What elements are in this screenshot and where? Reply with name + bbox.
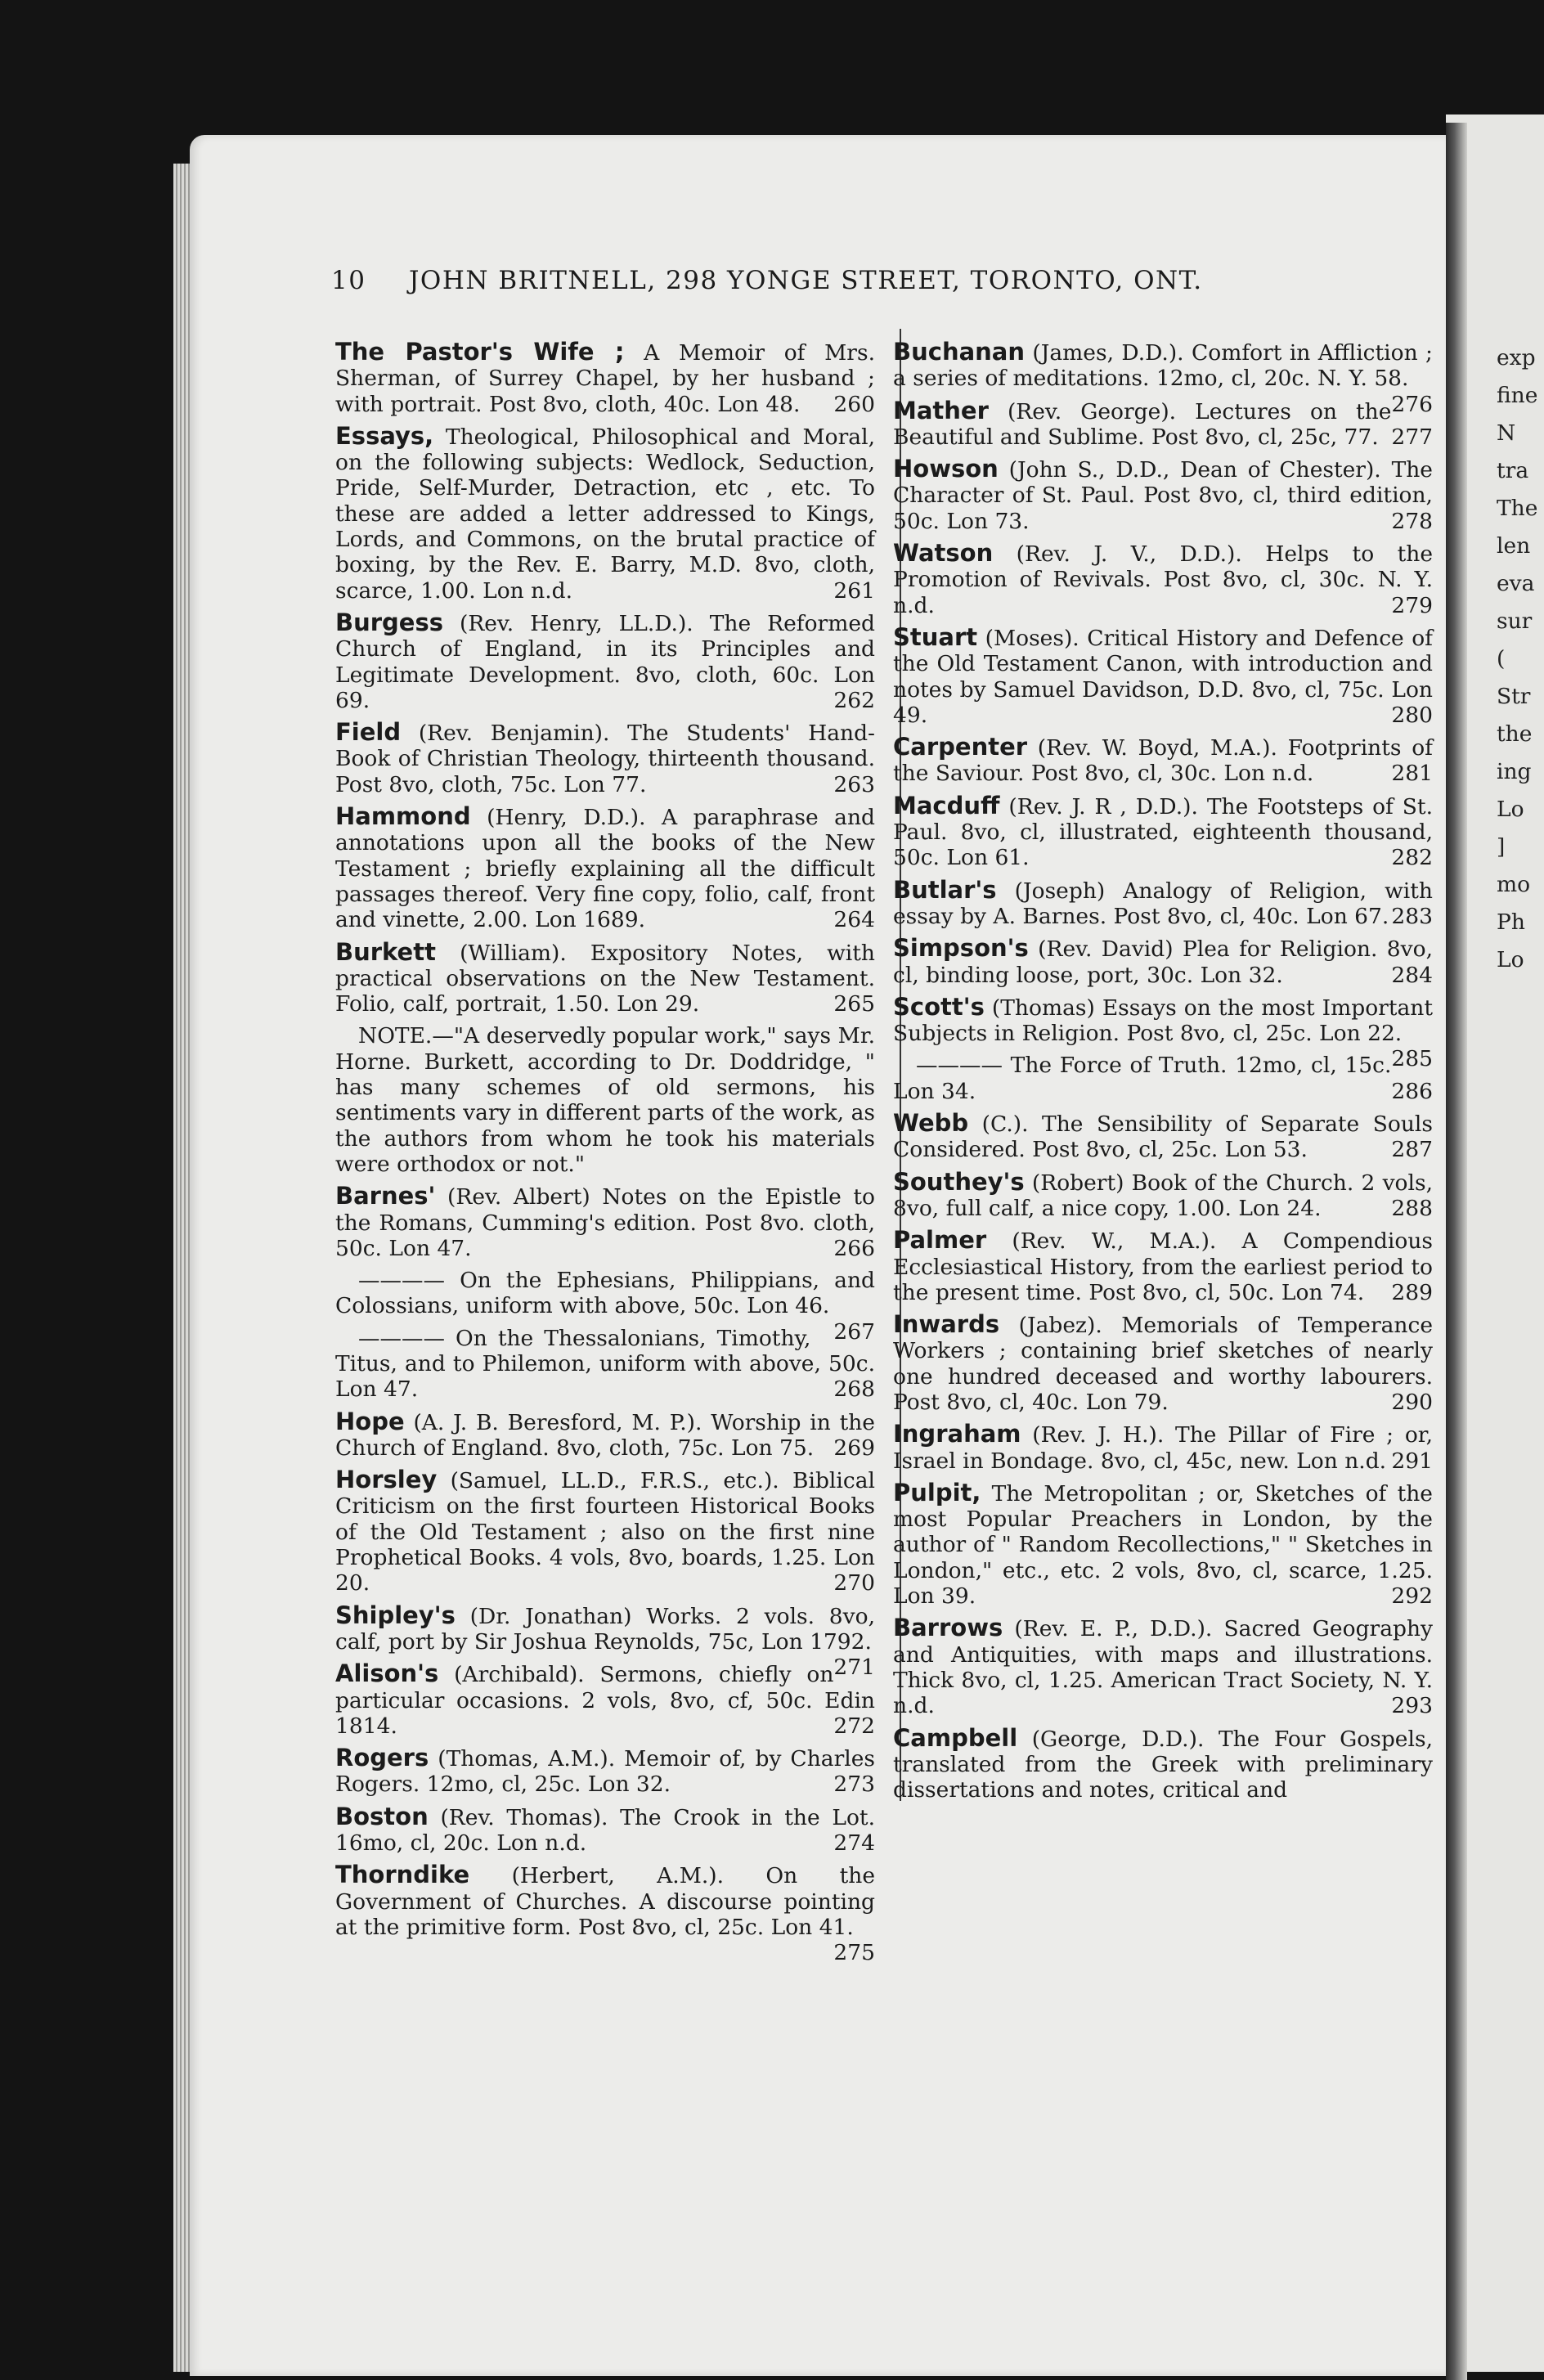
entry-number: 260	[833, 391, 875, 417]
margin-fragment: fine	[1497, 383, 1537, 408]
entry-text: (Joseph) Analogy of Religion, with essay by A. Barnes. Post 8vo, cl, 40c. Lon 67.	[893, 878, 1433, 929]
entry-text: (C.). The Sensibility of Separate Souls Considered. Post 8vo, cl, 25c. Lon 53.	[893, 1111, 1433, 1163]
catalog-entry	[893, 793, 1433, 871]
entry-number: 261	[833, 577, 875, 604]
entry-number: 280	[1391, 702, 1433, 728]
catalog-entry	[335, 1861, 875, 1966]
entry-number: 281	[1391, 761, 1433, 787]
entry-headword: Ingraham	[893, 1420, 1021, 1448]
catalog-entry	[335, 1804, 875, 1857]
entry-text: (Robert) Book of the Church. 2 vols, 8vo, full calf, a nice copy, 1.00. Lon 24.	[893, 1170, 1433, 1221]
catalog-entry	[335, 1745, 875, 1798]
entry-text: (Thomas, A.M.). Memoir of, by Charles Rogers. 12mo, cl, 25c. Lon 32.	[335, 1746, 875, 1798]
catalog-entry	[335, 1268, 875, 1345]
entry-number: 271	[833, 1655, 875, 1681]
entry-text: ———— On the Thessalonians, Timothy, Titus, and to Philemon, uniform with above, 50c. Lon 47.	[335, 1325, 875, 1403]
entry-headword: Shipley's	[335, 1601, 456, 1629]
margin-fragment: (	[1497, 646, 1506, 671]
entry-text: (Rev. Benjamin). The Students' Hand-Book of Christian Theology, thirteenth thousand. Post 8vo, cloth, 75c. Lon 77.	[335, 721, 875, 797]
entry-headword: The Pastor's Wife ;	[335, 338, 625, 366]
entry-number: 293	[1391, 1693, 1433, 1719]
entry-number: 269	[833, 1435, 875, 1461]
entry-headword: Watson	[893, 539, 994, 568]
entry-text: (Rev. W. Boyd, M.A.). Footprints of the Saviour. Post 8vo, cl, 30c. Lon n.d.	[893, 735, 1433, 787]
left-column	[335, 339, 875, 1966]
entry-text: (George, D.D.). The Four Gospels, translated from the Greek with preliminary dissertations and notes, critical and	[893, 1726, 1433, 1803]
entry-number: 264	[833, 907, 875, 933]
entry-number: 285	[1391, 1046, 1433, 1072]
entry-text: (Thomas) Essays on the most Important Subjects in Religion. Post 8vo, cl, 25c. Lon 22.	[893, 995, 1433, 1047]
book-gutter	[1446, 123, 1467, 2380]
entry-text: (Rev. J. V., D.D.). Helps to the Promotion of Revivals. Post 8vo, cl, 30c. N. Y. n.d.	[893, 541, 1433, 618]
catalog-entry	[335, 1326, 875, 1403]
entry-text: (Rev. Henry, LL.D.). The Reformed Church of England, in its Principles and Legitimate Development. 8vo, cloth, 60c. Lon 69.	[335, 610, 875, 713]
entry-text: (John S., D.D., Dean of Chester). The Character of St. Paul. Post 8vo, cl, third edition, 50c. Lon 73.	[893, 457, 1433, 534]
entry-headword: Howson	[893, 455, 999, 483]
entry-text: Theological, Philosophical and Moral, on the following subjects: Wedlock, Seduction, Pride, Self-Murder, Detraction, etc , etc. To these are added a letter addressed to Kings, Lords, and Commons, on the brutal practice of boxing, by the Rev. E. Barry, M.D. 8vo, cloth, scarce, 1.00. Lon n.d.	[335, 424, 875, 604]
entry-number: 275	[833, 1940, 875, 1966]
entry-number: 267	[833, 1318, 875, 1345]
catalog-entry	[893, 541, 1433, 618]
catalog-entry	[335, 1467, 875, 1596]
entry-text: (Rev. J. R , D.D.). The Footsteps of St. Paul. 8vo, cl, illustrated, eighteenth thousand, 50c. Lon 61.	[893, 793, 1433, 871]
margin-fragment: sur	[1497, 608, 1533, 634]
entry-headword: Burkett	[335, 937, 436, 966]
entry-headword: Barrows	[893, 1614, 1003, 1642]
entry-number: 278	[1391, 508, 1433, 534]
entry-number: 262	[833, 687, 875, 713]
entry-number: 276	[1391, 391, 1433, 417]
entry-headword: Campbell	[893, 1723, 1018, 1752]
entry-headword: Inwards	[893, 1310, 1000, 1339]
margin-fragment: len	[1497, 533, 1531, 559]
running-header	[331, 266, 1394, 295]
entry-text: (Rev. E. P., D.D.). Sacred Geography and Antiquities, with maps and illustrations. Thick 8vo, cl, 1.25. American Tract Society, N. Y. n.d.	[893, 1616, 1433, 1719]
catalog-entry	[893, 1228, 1433, 1305]
entry-headword: Webb	[893, 1109, 969, 1138]
entry-number: 282	[1391, 845, 1433, 871]
entry-text: ———— On the Ephesians, Philippians, and Colossians, uniform with above, 50c. Lon 46.	[335, 1268, 875, 1319]
catalog-entry	[893, 456, 1433, 534]
catalog-entry	[893, 1111, 1433, 1163]
entry-headword: Buchanan	[893, 338, 1026, 366]
entry-headword: Southey's	[893, 1167, 1025, 1196]
catalog-entry	[335, 339, 875, 417]
entry-headword: Hammond	[335, 802, 471, 831]
entry-text: (Rev. J. H.). The Pillar of Fire ; or, Israel in Bondage. 8vo, cl, 45c, new. Lon n.d.	[893, 1422, 1433, 1474]
entry-text: (Rev. Albert) Notes on the Epistle to the Romans, Cumming's edition. Post 8vo. cloth, 50c. Lon 47.	[335, 1184, 875, 1261]
entry-headword: Hope	[335, 1407, 405, 1435]
catalog-entry	[893, 875, 1433, 930]
entry-headword: Mather	[893, 396, 989, 424]
catalog-entry	[335, 937, 875, 1017]
entry-text: (Jabez). Memorials of Temperance Workers ; containing brief sketches of nearly one hundred deceased and worthy labourers. Post 8vo, cl, 40c. Lon 79.	[893, 1313, 1433, 1415]
entry-number: 283	[1391, 903, 1433, 929]
catalog-entry	[893, 1723, 1433, 1803]
catalog-entry	[893, 398, 1433, 451]
margin-fragment: eva	[1497, 571, 1535, 596]
entry-number: 268	[833, 1376, 875, 1403]
entry-number: 284	[1391, 962, 1433, 988]
catalog-entry	[893, 1615, 1433, 1718]
entry-number: 263	[833, 771, 875, 797]
catalog-entry	[335, 1661, 875, 1739]
entry-number: 288	[1391, 1195, 1433, 1221]
entry-text: A Memoir of Mrs. Sherman, of Surrey Chapel, by her husband ; with portrait. Post 8vo, cloth, 40c. Lon 48.	[335, 340, 875, 417]
entry-text: (Dr. Jonathan) Works. 2 vols. 8vo, calf, port by Sir Joshua Reynolds, 75c, Lon 1792.	[335, 1603, 875, 1655]
entry-text: (Moses). Critical History and Defence of the Old Testament Canon, with introduction and notes by Samuel Davidson, D.D. 8vo, cl, 75c. Lon 49.	[893, 625, 1433, 728]
margin-fragment: exp	[1497, 345, 1536, 370]
margin-fragment: tra	[1497, 458, 1529, 483]
entry-headword: Carpenter	[893, 733, 1028, 761]
catalog-entry	[893, 936, 1433, 988]
facing-page-fragments	[1497, 339, 1537, 979]
catalog-entry	[893, 622, 1433, 728]
margin-fragment: ing	[1497, 759, 1532, 784]
entry-headword: Palmer	[893, 1226, 987, 1255]
entry-text: (Rev. Thomas). The Crook in the Lot. 16mo, cl, 20c. Lon n.d.	[335, 1804, 875, 1857]
entry-number: 292	[1391, 1583, 1433, 1610]
catalog-entry	[893, 1053, 1433, 1104]
entry-text: (Samuel, LL.D., F.R.S., etc.). Biblical Criticism on the first fourteen Historical Books of the Old Testament ; also on the first nine Prophetical Books. 4 vols, 8vo, boards, 1.25. Lon 20.	[335, 1468, 875, 1596]
entry-number: 272	[833, 1713, 875, 1739]
entry-text: (Rev. David) Plea for Religion. 8vo, cl, binding loose, port, 30c. Lon 32.	[893, 936, 1433, 988]
entry-headword: Rogers	[335, 1744, 429, 1772]
entry-headword: Barnes'	[335, 1182, 436, 1210]
page-number: 10	[331, 266, 366, 295]
entry-headword: Essays,	[335, 421, 434, 450]
entry-number: 270	[833, 1570, 875, 1596]
entry-headword: Thorndike	[335, 1861, 470, 1889]
entry-text: (Henry, D.D.). A paraphrase and annotations upon all the books of the New Testament ; briefly explaining all the difficult passages thereof. Very fine copy, folio, calf, front and vinette, 2.00. Lon 1689.	[335, 805, 875, 933]
entry-text: NOTE.—"A deservedly popular work," says Mr. Horne. Burkett, according to Dr. Doddridge, " has many schemes of old sermons, his sentiments vary in different parts of the work, as the authors from whom he took his materials were orthodox or not."	[335, 1023, 875, 1177]
entry-number: 286	[1391, 1078, 1433, 1104]
entry-number: 274	[833, 1830, 875, 1857]
entry-headword: Alison's	[335, 1659, 439, 1688]
header-title: JOHN BRITNELL, 298 YONGE STREET, TORONTO, ONT.	[409, 266, 1203, 295]
margin-fragment: N	[1497, 420, 1516, 446]
catalog-entry	[893, 1167, 1433, 1222]
entry-text: (Rev. W., M.A.). A Compendious Ecclesiastical History, from the earliest period to the present time. Post 8vo, cl, 50c. Lon 74.	[893, 1228, 1433, 1305]
entry-headword: Stuart	[893, 622, 978, 651]
catalog-entry	[335, 421, 875, 604]
entry-number: 273	[833, 1772, 875, 1798]
entry-number: 277	[1391, 424, 1433, 450]
entry-headword: Pulpit,	[893, 1478, 981, 1507]
entry-text: (Rev. George). Lectures on the Beautiful and Sublime. Post 8vo, cl, 25c, 77.	[893, 398, 1392, 450]
entry-text: (William). Expository Notes, with practical observations on the New Testament. Folio, calf, portrait, 1.50. Lon 29.	[335, 940, 875, 1017]
margin-fragment: Ph	[1497, 909, 1525, 935]
margin-fragment: the	[1497, 721, 1533, 747]
entry-headword: Macduff	[893, 791, 1000, 820]
catalog-entry	[335, 1409, 875, 1462]
entry-number: 265	[833, 991, 875, 1017]
entry-number: 289	[1391, 1279, 1433, 1305]
entry-headword: Scott's	[893, 992, 985, 1021]
entry-number: 290	[1391, 1389, 1433, 1415]
margin-fragment: ]	[1497, 834, 1506, 860]
entry-text: (Archibald). Sermons, chiefly on particular occasions. 2 vols, 8vo, cf, 50c. Edin 1814.	[335, 1662, 875, 1739]
entry-headword: Simpson's	[893, 934, 1029, 963]
margin-fragment: Lo	[1497, 947, 1524, 972]
catalog-entry	[893, 734, 1433, 787]
catalog-entry	[335, 610, 875, 713]
entry-headword: Boston	[335, 1802, 429, 1830]
entry-headword: Butlar's	[893, 875, 997, 904]
catalog-entry	[335, 1023, 875, 1177]
catalog-entry	[893, 1421, 1433, 1474]
entry-headword: Horsley	[335, 1466, 438, 1494]
catalog-entry	[335, 804, 875, 932]
margin-fragment: The	[1497, 496, 1537, 521]
entry-number: 279	[1391, 592, 1433, 618]
catalog-entry	[893, 992, 1433, 1072]
entry-headword: Field	[335, 718, 402, 747]
entry-text: (A. J. B. Beresford, M. P.). Worship in the Church of England. 8vo, cloth, 75c. Lon 75.	[335, 1409, 875, 1461]
margin-fragment: mo	[1497, 872, 1531, 897]
entry-text: ———— The Force of Truth. 12mo, cl, 15c. Lon 34.	[893, 1053, 1392, 1104]
catalog-entry	[335, 1183, 875, 1261]
entry-number: 287	[1391, 1137, 1433, 1163]
entry-text: The Metropolitan ; or, Sketches of the most Popular Preachers in London, by the author of " Random Recollections," " Sketches in London," etc., etc. 2 vols, 8vo, cl, scarce, 1.25. Lon 39.	[893, 1480, 1433, 1610]
catalog-entry	[893, 1480, 1433, 1609]
entry-text: (Herbert, A.M.). On the Government of Churches. A discourse pointing at the primitive form. Post 8vo, cl, 25c. Lon 41.	[335, 1863, 875, 1940]
entry-number: 291	[1391, 1448, 1433, 1474]
margin-fragment: Lo	[1497, 797, 1524, 822]
right-column	[893, 339, 1433, 1809]
catalog-entry	[893, 1312, 1433, 1415]
catalog-entry	[335, 720, 875, 797]
entry-headword: Burgess	[335, 608, 444, 636]
entry-number: 266	[833, 1235, 875, 1261]
entry-text: (James, D.D.). Comfort in Affliction ; a series of meditations. 12mo, cl, 20c. N. Y. 58.	[893, 340, 1433, 392]
margin-fragment: Str	[1497, 684, 1531, 709]
